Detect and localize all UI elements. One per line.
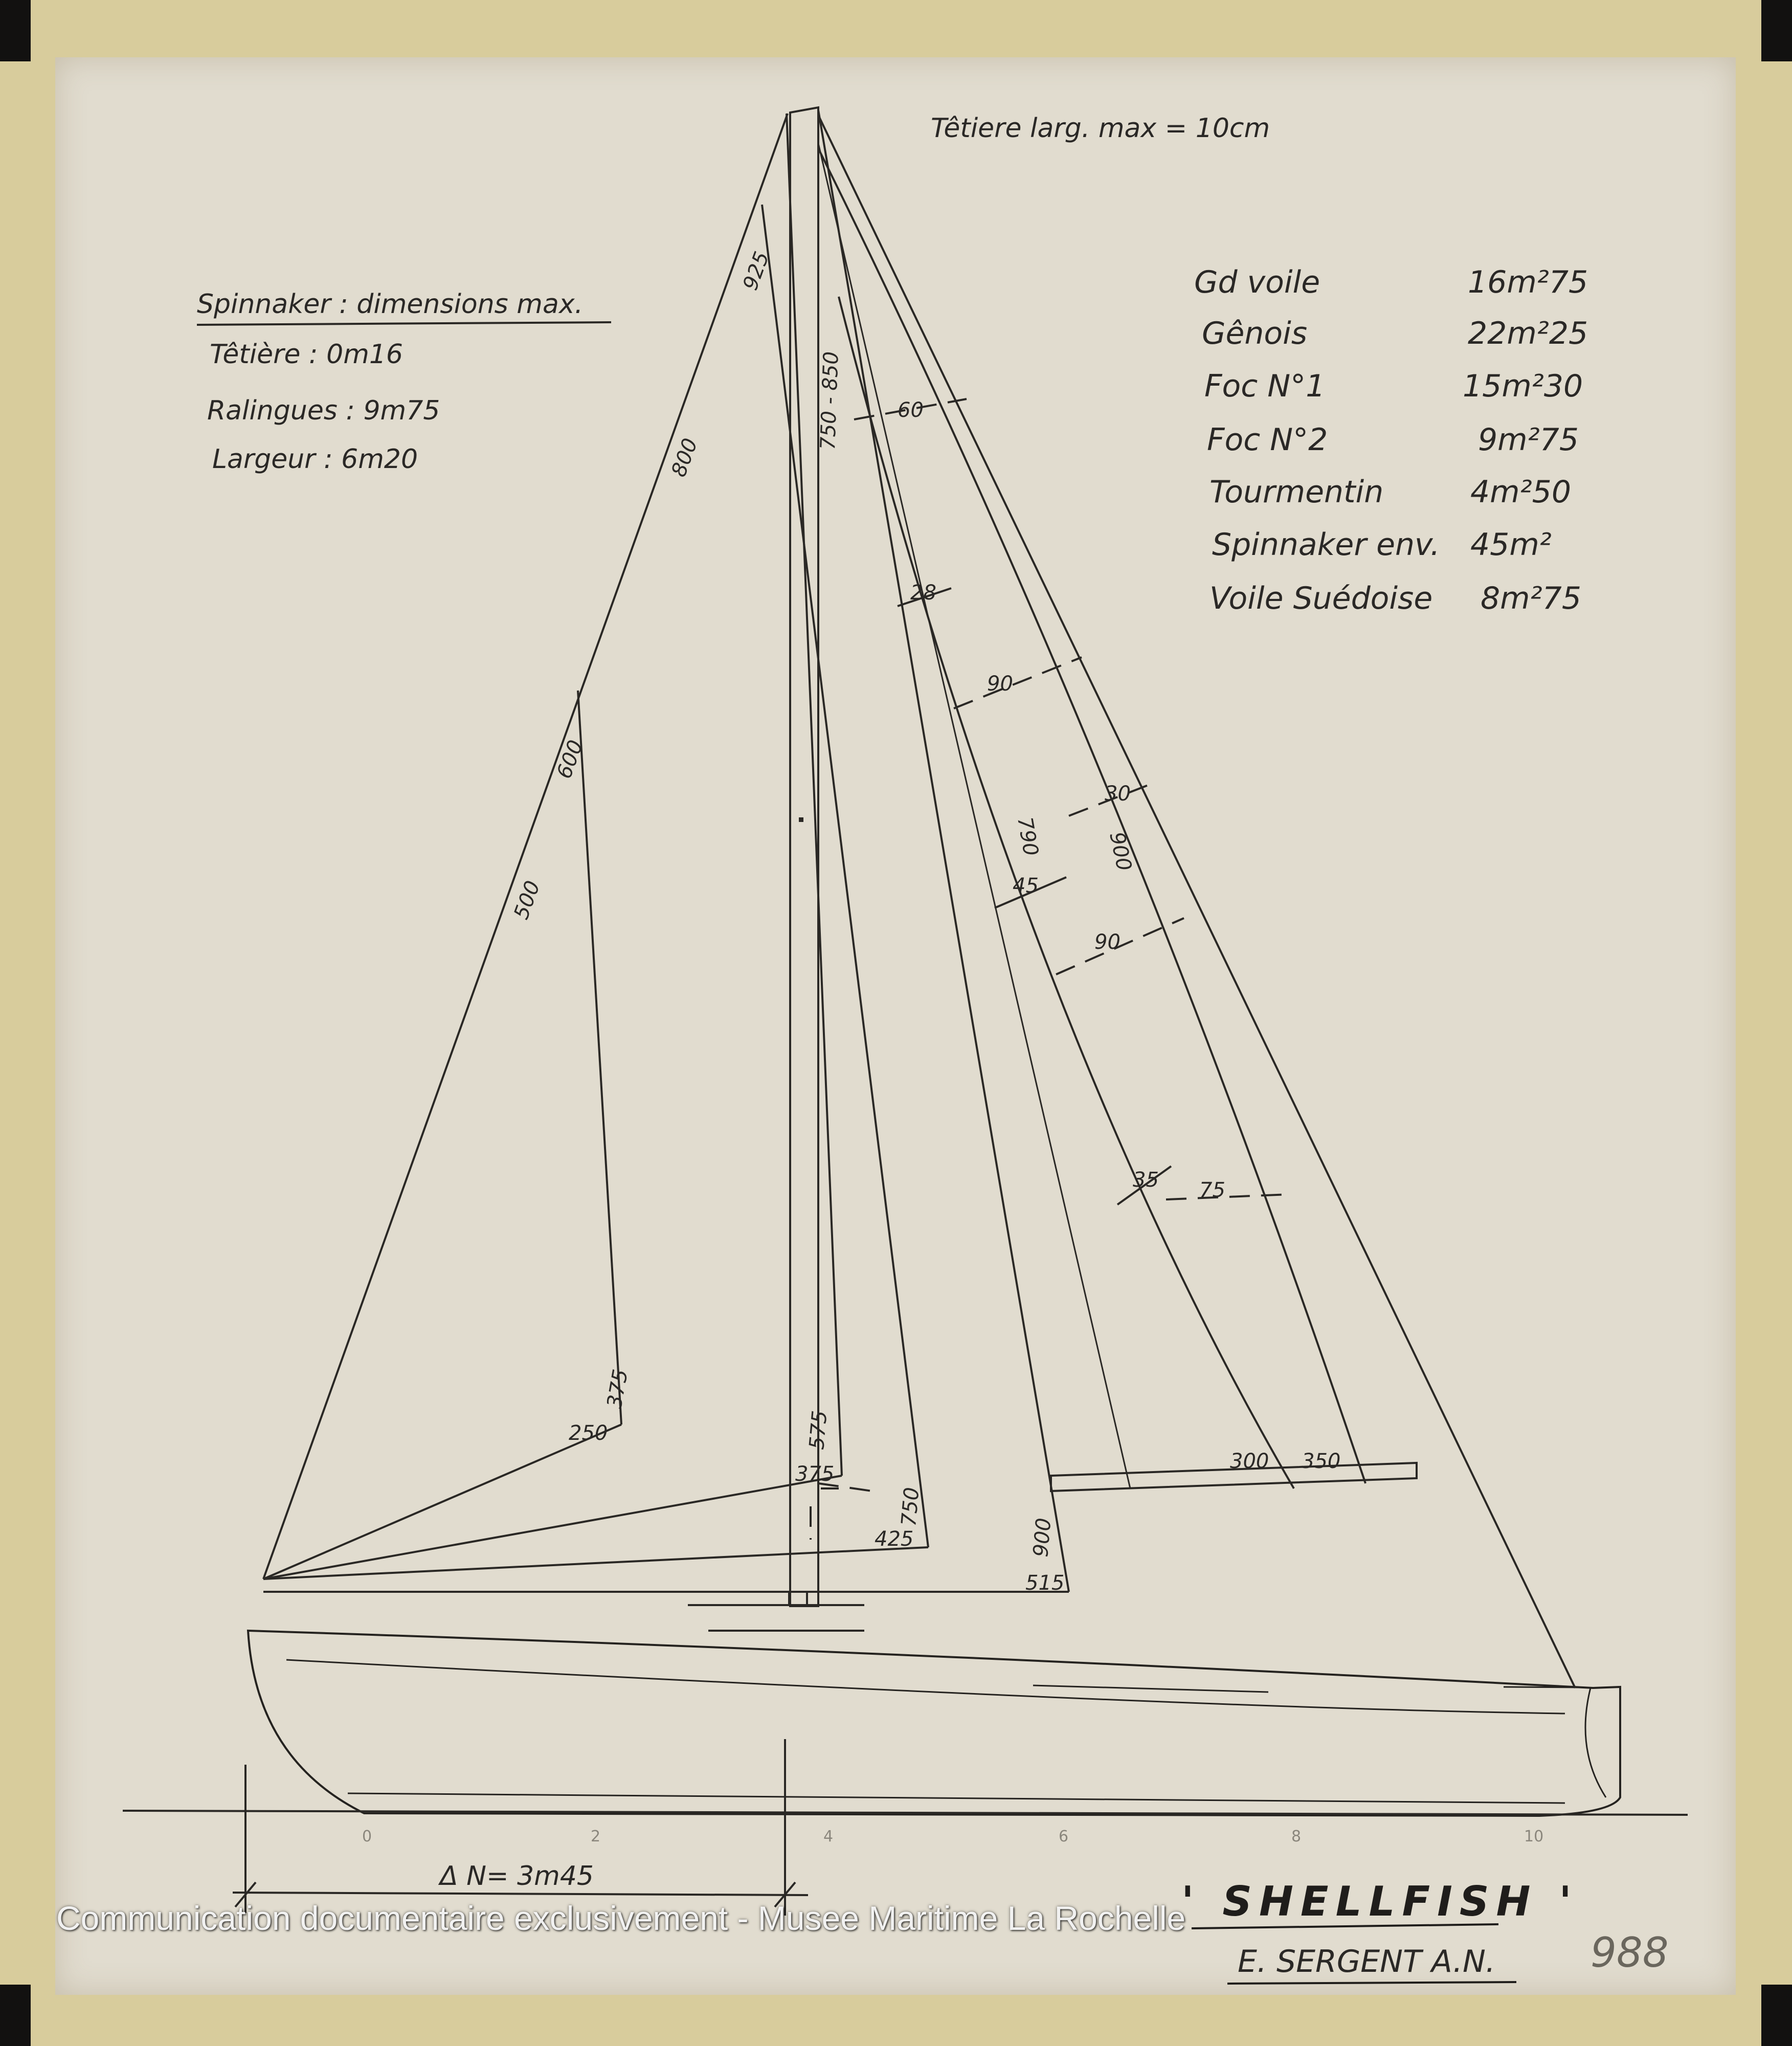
dim-label: 575 bbox=[805, 1409, 832, 1451]
dim-label: 30 bbox=[1105, 782, 1131, 806]
scale-tick: 0 bbox=[362, 1828, 372, 1845]
displacement-label: Δ N= 3m45 bbox=[440, 1861, 594, 1892]
sail-mark bbox=[799, 817, 803, 822]
sail-area: 4m²50 bbox=[1470, 474, 1572, 510]
sail-area: 8m²75 bbox=[1481, 581, 1582, 616]
dim-label: 250 bbox=[569, 1421, 608, 1445]
sail-name: Foc N°2 bbox=[1207, 422, 1328, 458]
spinnaker-line: Têtière : 0m16 bbox=[210, 339, 404, 370]
sail-name: Tourmentin bbox=[1209, 474, 1384, 510]
scale-tick: 10 bbox=[1524, 1828, 1544, 1845]
sail-area: 22m²25 bbox=[1468, 316, 1588, 351]
dim-label: 750 bbox=[897, 1486, 924, 1527]
sail-area: 45m² bbox=[1470, 527, 1552, 563]
sail-name: Gd voile bbox=[1194, 264, 1320, 300]
scale-tick: 6 bbox=[1059, 1828, 1069, 1845]
sail-name: Voile Suédoise bbox=[1209, 581, 1433, 616]
dim-label: 35 bbox=[1133, 1168, 1159, 1192]
dim-label: 925 bbox=[738, 248, 774, 294]
dim-label: 60 bbox=[898, 398, 924, 422]
boat-name: ' SHELLFISH ' bbox=[1181, 1878, 1579, 1925]
designer-name: E. SERGENT A.N. bbox=[1238, 1944, 1495, 1980]
sail-area: 16m²75 bbox=[1468, 264, 1588, 300]
dim-label: 300 bbox=[1230, 1450, 1269, 1473]
dim-label: 600 bbox=[552, 737, 588, 782]
dim-label: 500 bbox=[509, 877, 545, 923]
dim-label: 375 bbox=[795, 1462, 835, 1486]
sail-area-table bbox=[1194, 264, 1588, 616]
rig-lines bbox=[263, 107, 1575, 1688]
dim-label: 75 bbox=[1199, 1178, 1225, 1202]
sail-name: Gênois bbox=[1202, 316, 1308, 351]
sail-area: 9m²75 bbox=[1478, 422, 1579, 458]
dim-label: 750 - 850 bbox=[816, 351, 843, 451]
scale-tick: 2 bbox=[591, 1828, 601, 1845]
dim-label: 425 bbox=[875, 1527, 914, 1551]
dim-label: 28 bbox=[910, 581, 936, 605]
dim-label: 900 bbox=[1029, 1517, 1056, 1558]
sail-area: 15m²30 bbox=[1463, 368, 1583, 404]
dim-label: 900 bbox=[1105, 830, 1136, 873]
sail-name: Spinnaker env. bbox=[1212, 527, 1440, 563]
dim-label: 790 bbox=[1013, 815, 1043, 858]
spinnaker-dimensions-box bbox=[197, 289, 611, 475]
hull-lines bbox=[248, 1631, 1620, 1816]
dim-label: 45 bbox=[1013, 874, 1039, 898]
sail-name: Foc N°1 bbox=[1204, 368, 1326, 404]
scale-tick: 8 bbox=[1291, 1828, 1302, 1845]
plan-number: 988 bbox=[1591, 1929, 1669, 1976]
spinnaker-line: Largeur : 6m20 bbox=[212, 444, 418, 475]
dim-label: 375 bbox=[602, 1367, 633, 1410]
dim-label: 90 bbox=[1094, 930, 1121, 954]
dim-label: 800 bbox=[667, 435, 703, 480]
dim-label: 90 bbox=[987, 672, 1013, 696]
scale-tick: 4 bbox=[823, 1828, 834, 1845]
dim-label: 515 bbox=[1025, 1571, 1065, 1595]
tetiere-note: Têtiere larg. max = 10cm bbox=[931, 113, 1270, 144]
title-block bbox=[1181, 1878, 1669, 1984]
dim-label: 350 bbox=[1302, 1450, 1341, 1473]
spinnaker-line: Ralingues : 9m75 bbox=[207, 395, 440, 426]
scale-bar bbox=[362, 1828, 1543, 1845]
archive-watermark: Communication documentaire exclusivement - Musee Maritime La Rochelle bbox=[56, 1899, 1186, 1937]
spinnaker-title: Spinnaker : dimensions max. bbox=[197, 289, 584, 320]
